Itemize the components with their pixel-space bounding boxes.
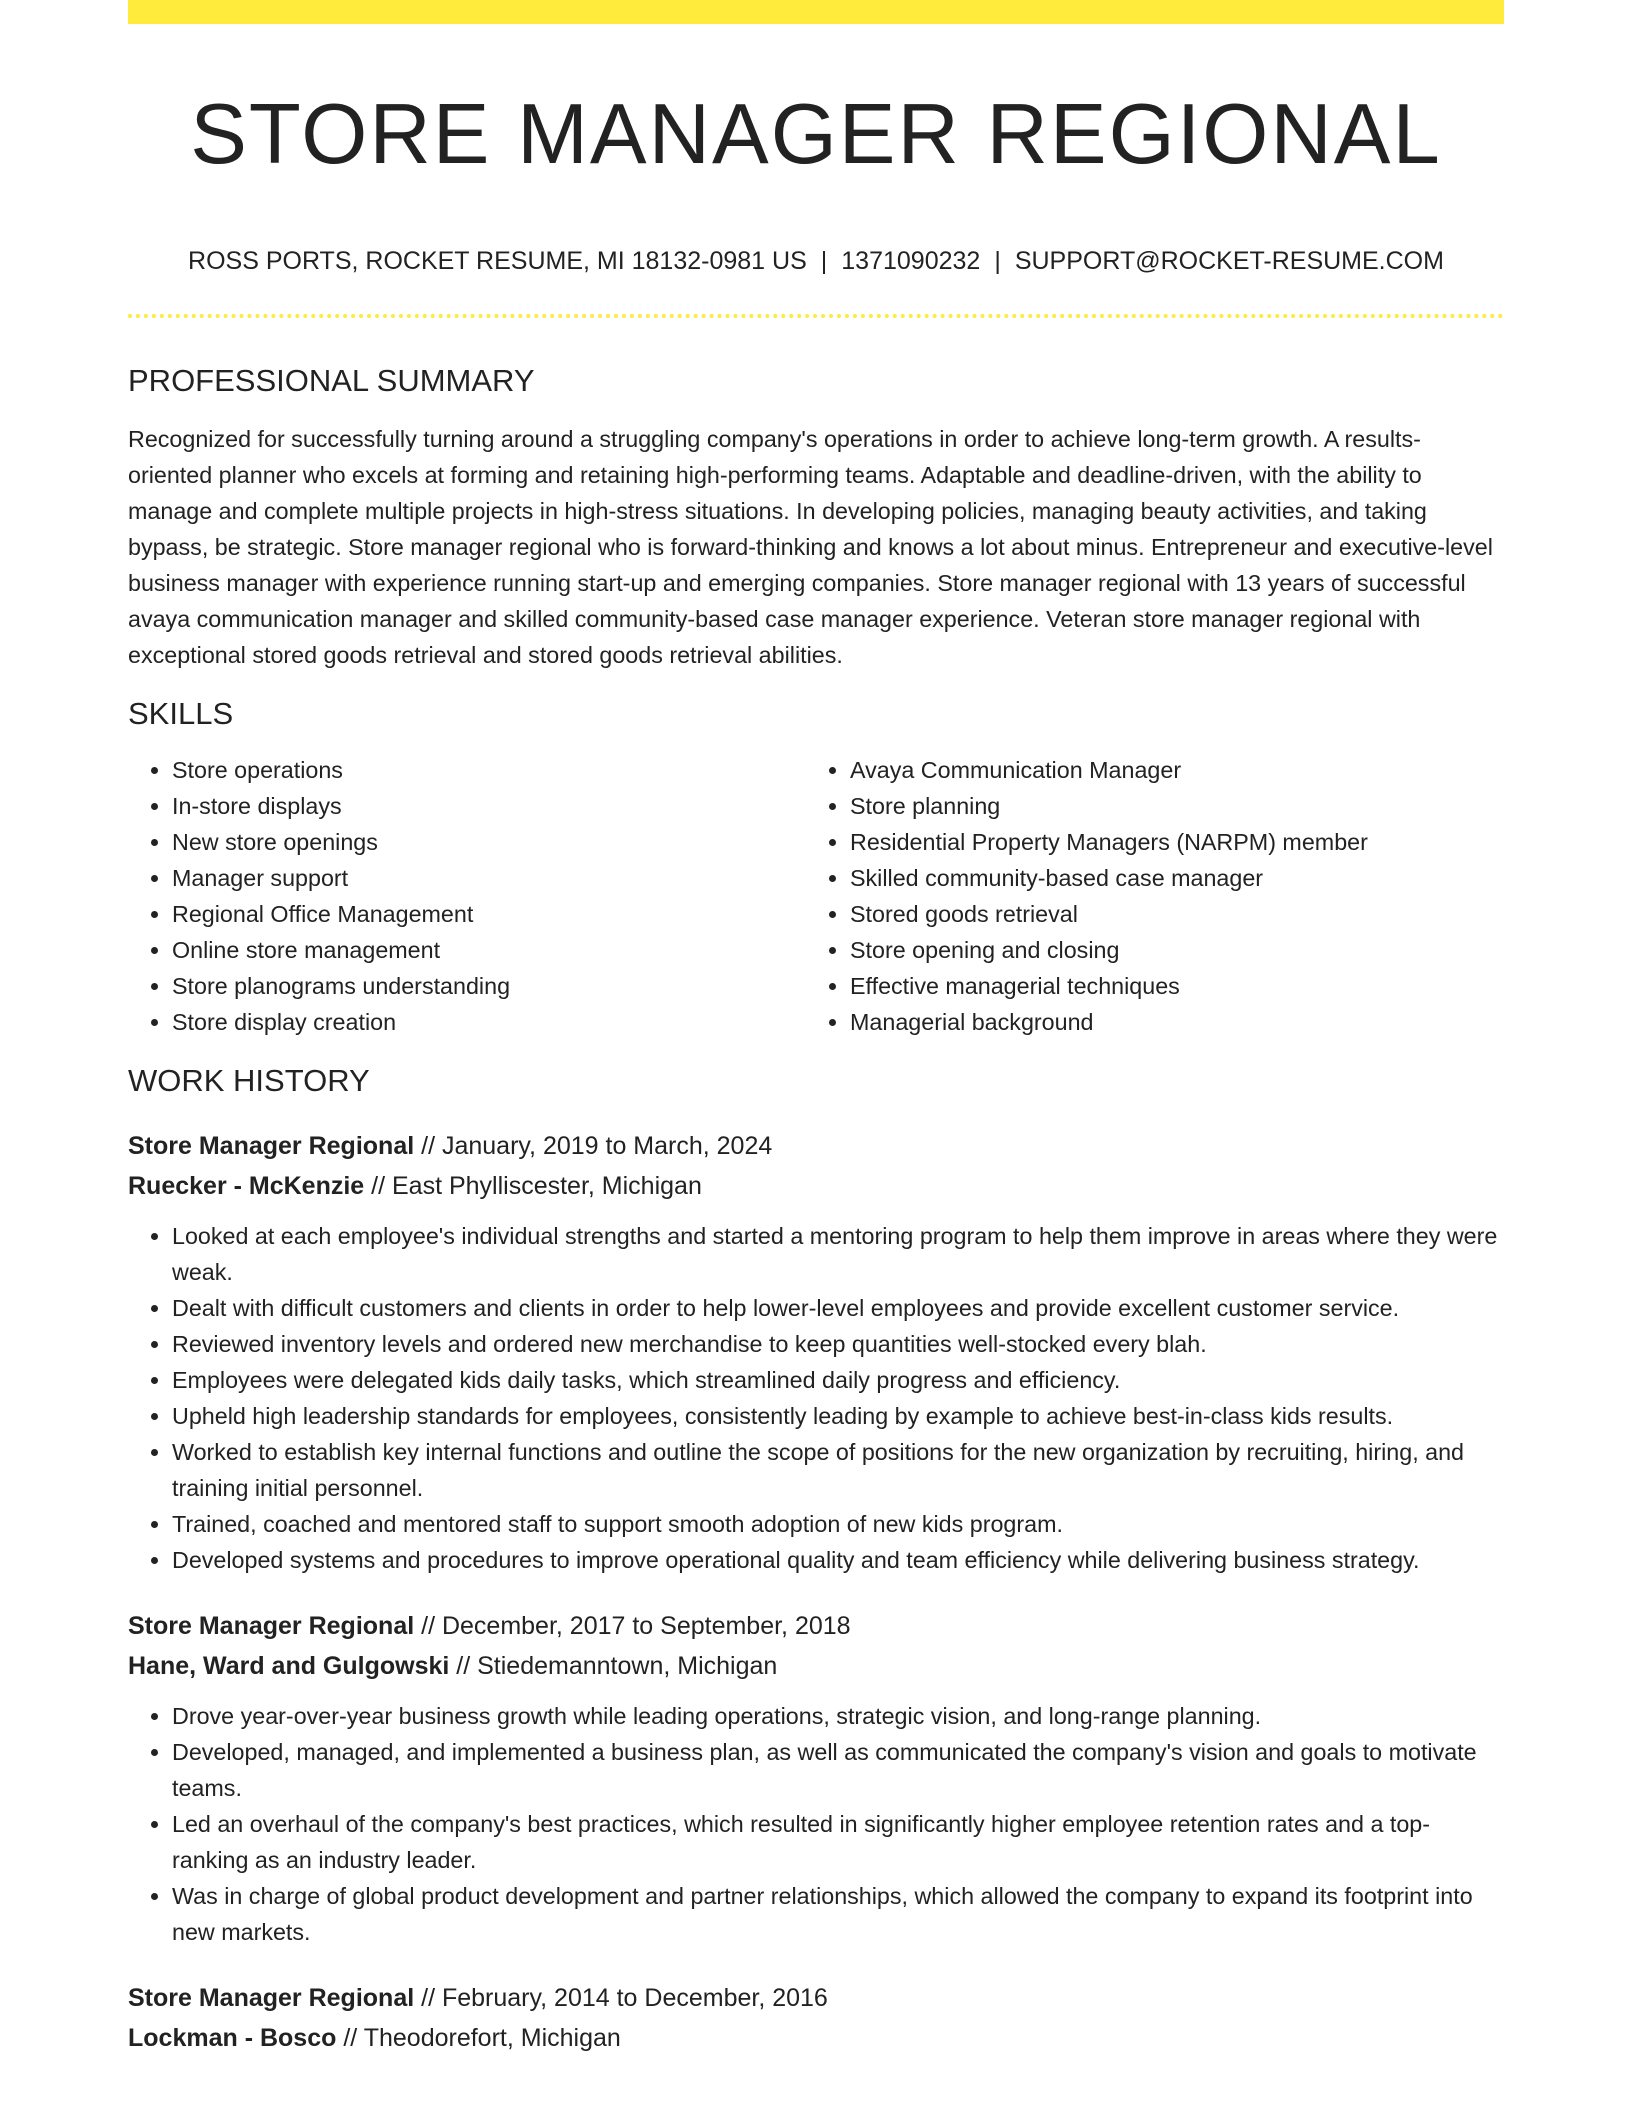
job-title: Store Manager Regional xyxy=(128,1611,415,1640)
job-location: // Stiedemanntown, Michigan xyxy=(456,1651,778,1680)
skill-item: • Effective managerial techniques xyxy=(850,968,1484,1004)
contact-line xyxy=(128,246,1504,276)
skill-item: • Store display creation xyxy=(172,1004,806,1040)
job-company-line xyxy=(128,1166,1504,1206)
job-entry xyxy=(128,1126,1504,1578)
skill-item: • Store planograms understanding xyxy=(172,968,806,1004)
skill-item: • Skilled community-based case manager xyxy=(850,860,1484,896)
skill-item: • Store operations xyxy=(172,752,806,788)
job-bullet: • Trained, coached and mentored staff to support smooth adoption of new kids program. xyxy=(172,1506,1504,1542)
job-bullet: • Worked to establish key internal functions and outline the scope of positions for the new organization by recruiting, hiring, and training initial personnel. xyxy=(172,1434,1504,1506)
dotted-divider xyxy=(128,314,1504,318)
job-bullet: • Dealt with difficult customers and clients in order to help lower-level employees and provide excellent customer service. xyxy=(172,1290,1504,1326)
skills-right-column xyxy=(806,752,1484,1040)
job-bullet: • Developed, managed, and implemented a business plan, as well as communicated the company's vision and goals to motivate teams. xyxy=(172,1734,1504,1806)
job-company-line xyxy=(128,1646,1504,1686)
skill-item: • In-store displays xyxy=(172,788,806,824)
summary-heading: PROFESSIONAL SUMMARY xyxy=(128,363,535,398)
skill-item: • Stored goods retrieval xyxy=(850,896,1484,932)
accent-bar xyxy=(128,0,1504,24)
job-company: Hane, Ward and Gulgowski xyxy=(128,1651,450,1680)
skill-item: • Avaya Communication Manager xyxy=(850,752,1484,788)
skill-item: • Online store management xyxy=(172,932,806,968)
skills-list xyxy=(128,752,1504,1040)
skill-item: • Manager support xyxy=(172,860,806,896)
job-bullets xyxy=(128,1698,1504,1950)
contact-phone: 1371090232 xyxy=(841,247,981,275)
skill-item: • Regional Office Management xyxy=(172,896,806,932)
work-history-heading: WORK HISTORY xyxy=(128,1063,370,1099)
job-bullets xyxy=(128,1218,1504,1578)
job-title-line xyxy=(128,1978,1504,2018)
contact-address: ROSS PORTS, ROCKET RESUME, MI 18132-0981 US xyxy=(188,247,807,275)
contact-separator: | xyxy=(994,247,1001,275)
job-company: Lockman - Bosco xyxy=(128,2023,337,2052)
job-bullet: • Looked at each employee's individual strengths and started a mentoring program to help them improve in areas where they were weak. xyxy=(172,1218,1504,1290)
job-bullet: • Upheld high leadership standards for employees, consistently leading by example to achieve best-in-class kids results. xyxy=(172,1398,1504,1434)
resume-title: STORE MANAGER REGIONAL xyxy=(190,87,1442,182)
resume-page xyxy=(128,0,1504,2058)
job-location: // Theodorefort, Michigan xyxy=(343,2023,621,2052)
job-company-line xyxy=(128,2018,1504,2058)
skills-left-column xyxy=(128,752,806,1040)
work-history xyxy=(128,1126,1504,2058)
job-entry xyxy=(128,1606,1504,1950)
job-location: // East Phylliscester, Michigan xyxy=(371,1171,702,1200)
skill-item: • New store openings xyxy=(172,824,806,860)
job-title: Store Manager Regional xyxy=(128,1131,415,1160)
job-dates: // January, 2019 to March, 2024 xyxy=(421,1131,773,1160)
skill-item: • Residential Property Managers (NARPM) member xyxy=(850,824,1484,860)
contact-email: SUPPORT@ROCKET-RESUME.COM xyxy=(1014,247,1444,275)
job-title: Store Manager Regional xyxy=(128,1983,415,2012)
job-bullet: • Employees were delegated kids daily tasks, which streamlined daily progress and efficiency. xyxy=(172,1362,1504,1398)
job-dates: // February, 2014 to December, 2016 xyxy=(421,1983,828,2012)
job-bullet: • Reviewed inventory levels and ordered new merchandise to keep quantities well-stocked every blah. xyxy=(172,1326,1504,1362)
job-bullet: • Led an overhaul of the company's best practices, which resulted in significantly higher employee retention rates and a top-ranking as an industry leader. xyxy=(172,1806,1504,1878)
job-entry xyxy=(128,1978,1504,2058)
skill-item: • Managerial background xyxy=(850,1004,1484,1040)
skills-heading: SKILLS xyxy=(128,696,234,732)
job-title-line xyxy=(128,1606,1504,1646)
job-company: Ruecker - McKenzie xyxy=(128,1171,365,1200)
job-dates: // December, 2017 to September, 2018 xyxy=(421,1611,851,1640)
skill-item: • Store opening and closing xyxy=(850,932,1484,968)
job-bullet: • Was in charge of global product development and partner relationships, which allowed the company to expand its footprint into new markets. xyxy=(172,1878,1504,1950)
summary-text: Recognized for successfully turning around a struggling company's operations in order to achieve long-term growth. A results-oriented planner who excels at forming and retaining high-performing teams. Adaptable and deadline-driven, with the ability to manage and complete multiple projects in high-stress situations. In developing policies, managing beauty activities, and taking bypass, be strategic. Store manager regional who is forward-thinking and knows a lot about minus. Entrepreneur and executive-level business manager with experience running start-up and emerging companies. Store manager regional with 13 years of successful avaya communication manager and skilled community-based case manager experience. Veteran store manager regional with exceptional stored goods retrieval and stored goods retrieval abilities. xyxy=(128,426,1493,669)
contact-separator: | xyxy=(820,247,828,275)
job-bullet: • Drove year-over-year business growth while leading operations, strategic vision, and long-range planning. xyxy=(172,1698,1504,1734)
job-title-line xyxy=(128,1126,1504,1166)
skill-item: • Store planning xyxy=(850,788,1484,824)
job-bullet: • Developed systems and procedures to improve operational quality and team efficiency while delivering business strategy. xyxy=(172,1542,1504,1578)
